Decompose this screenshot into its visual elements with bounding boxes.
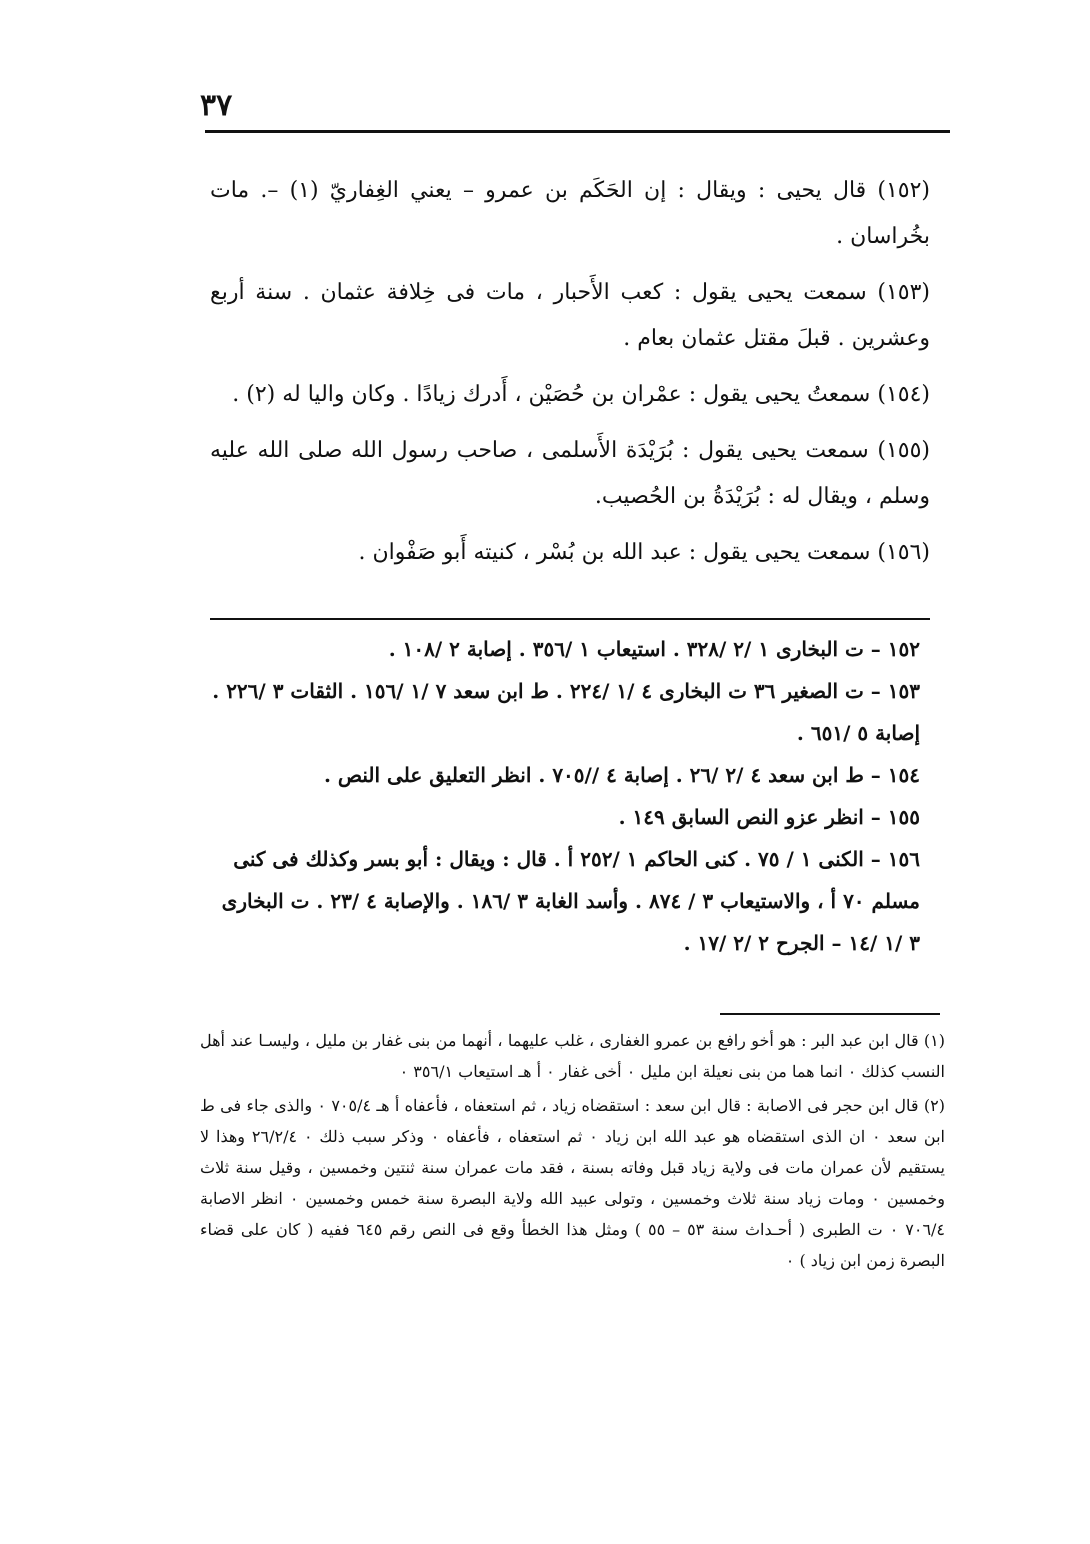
entry-156: (١٥٦) سمعت يحيى يقول : عبد الله بن بُسْر ، كنيته أَبو صَفْوان . [358,540,930,565]
source-156: ١٥٦ – الكنى ١ / ٧٥ . كنى الحاكم ١ /٢٥٢ أ . قال : ويقال : أبو بسر وكذلك فى كنى مسلم ٧٠ أ ، والاستيعاب ٣ / ٨٧٤ . وأسد الغابة ٣ /١٨٦ . والإصابة ٤ /٢٣ . ت البخارى ٣ /١ /١٤ – الجرح ٢ /٢ /١٧ . [221,847,920,955]
source-154: ١٥٤ – ط ابن سعد ٤ /٢ /٢٦ . إصابة ٤ //٧٠٥ . انظر التعليق على النص . [323,763,920,787]
footnote-2: (٢) قال ابن حجر فى الاصابة : قال ابن سعد : استقضاه زياد ، ثم استعفاه ، فأعفاه أ هـ ٧٠٥/٤ ٠ والذى جاء فى ط ابن سعد ٠ ان الذى استقضاه هو عبد الله ابن زياد ٠ ثم استعفاه ، فأعفاه ٠ وذكر سبب ذلك ٠ ٢٦/٢/٤ وهذا لا يستقيم لأن عمران مات فى ولاية زياد قبل وفاته بسنة ، فقد مات عمران سنة ثنتين وخمسين ، وقيل سنة ثلاث وخمسين ٠ ومات زياد سنة ثلاث وخمسين ، وتولى عبيد الله ولاية البصرة سنة خمس وخمسين ٠ انظر الاصابة ٧٠٦/٤ ٠ ت الطبرى ( أحـداث سنة ٥٣ – ٥٥ ) ومثل هذا الخطأ وقع فى النص رقم ٦٤٥ ففيه ( كان على قضاء البصرة زمن ابن زياد ) ٠ [200,1096,946,1270]
page-number: ٣٧ [200,88,233,123]
footnotes-divider [720,1013,940,1015]
source-152: ١٥٢ – ت البخارى ١ /٢ /٣٢٨ . استيعاب ١ /٣٥٦ . إصابة ٢ /١٠٨ . [388,637,920,661]
footnotes [200,1025,945,1279]
source-citations [205,628,920,964]
source-153: ١٥٣ – ت الصغير ٣٦ ت البخارى ٤ /١ /٢٢٤ . ط ابن سعد ٧ /١ /١٥٦ . الثقات ٣ /٢٢٦ . إصابة ٥ /٦٥١ . [212,679,920,745]
entry-154: (١٥٤) سمعتُ يحيى يقول : عمْران بن حُصَيْن ، أَدرك زيادًا . وكان واليا له (٢) . [232,382,930,407]
main-text [210,168,930,586]
entry-155: (١٥٥) سمعت يحيى يقول : بُرَيْدَة الأَسلمى ، صاحب رسول الله صلى الله عليه وسلم ، ويقال له : بُرَيْدَةُ بن الحُصيب. [210,438,930,509]
source-155: ١٥٥ – انظر عزو النص السابق ١٤٩ . [618,805,920,829]
entry-153: (١٥٣) سمعت يحيى يقول : كعب الأَحبار ، مات فى خِلافة عثمان . سنة أربع وعشرين . قبلَ مقتل عثمان بعام . [210,280,930,351]
sources-divider [210,618,930,620]
footnote-1: (١) قال ابن عبد البر : هو أخو رافع بن عمرو الغفارى ، غلب عليهما ، أنهما من بنى غفار بن مليل ، وليسـا عند أهل النسب كذلك ٠ انما هما من بنى نعيلة ابن مليل ٠ أخى غفار ٠ أ هـ استيعاب ٣٥٦/١ ٠ [200,1031,945,1081]
header-rule [205,130,950,133]
entry-152: (١٥٢) قال يحيى : ويقال : إن الحَكَم بن عمرو – يعني الغِفاريّ (١) –. مات بخُراسان . [210,178,931,249]
